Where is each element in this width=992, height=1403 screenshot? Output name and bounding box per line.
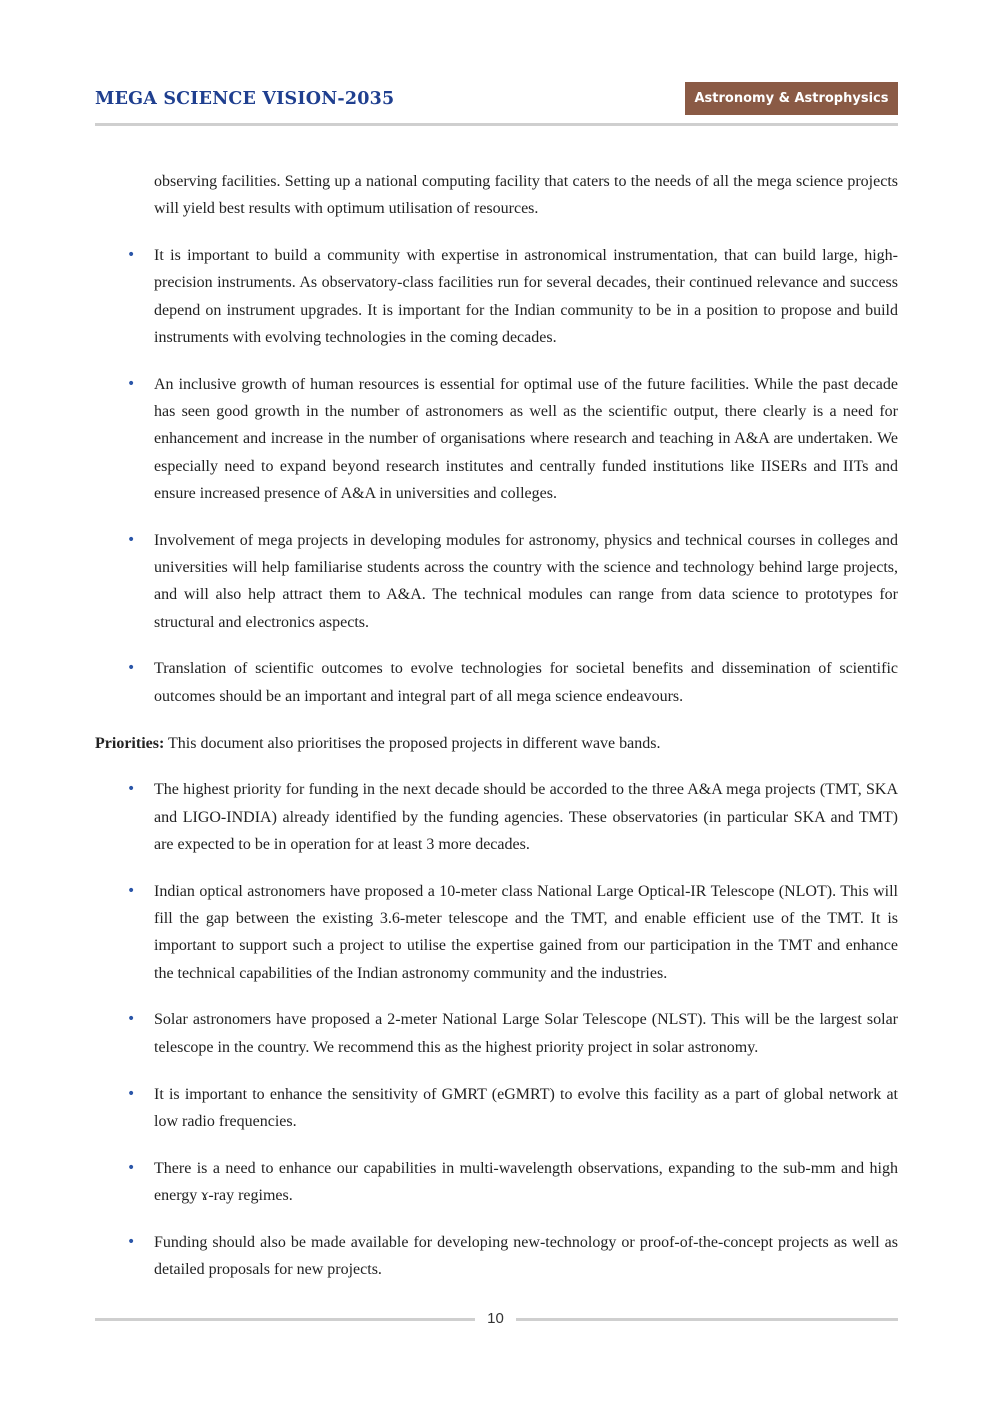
list-item-text: Funding should also be made available for developing new-technology or proof-of-the-concept projects as well as detailed proposals for new projects. [154,1233,898,1278]
bullet-icon: • [127,660,136,677]
list-item-text: It is important to build a community with expertise in astronomical instrumentation, that can build large, high-precision instruments. As observatory-class facilities run for several decades, their continued relevance and success depend on instrument upgrades. It is important for the Indian community to be in a position to propose and build instruments with evolving technologies in the coming decades. [154,247,898,346]
bullet-icon: • [127,247,136,264]
bullet-icon: • [127,1085,136,1102]
priorities-text: This document also prioritises the proposed projects in different wave bands. [164,734,661,752]
list-item-text: Involvement of mega projects in developing modules for astronomy, physics and technical courses in colleges and universities will help familiarise students across the country with the science and technology behind large projects, and will also help attract them to A&A. The technical modules can range from data science to prototypes for structural and electronics aspects. [154,531,898,631]
priorities-label: Priorities: [95,734,165,752]
list-item [95,371,898,507]
list-item [95,776,898,858]
header-divider [95,123,898,126]
page-body [95,168,898,1283]
bullet-icon: • [127,375,136,392]
section-tag: Astronomy & Astrophysics [685,82,898,115]
list-item [95,527,898,636]
list-item [95,242,898,351]
footer-divider-right [516,1318,898,1321]
bullet-icon: • [127,531,136,548]
continuation-paragraph [95,168,898,223]
bullet-icon: • [127,1159,136,1176]
bullet-icon: • [127,781,136,798]
list-item-text: Translation of scientific outcomes to evolve technologies for societal benefits and dissemination of scientific outcomes should be an important and integral part of all mega science endeavours. [154,660,898,705]
bullet-icon: • [127,882,136,899]
list-item [95,878,898,987]
bullet-icon: • [127,1233,136,1250]
priorities-paragraph [95,730,898,757]
list-item-text: An inclusive growth of human resources is essential for optimal use of the future facilities. While the past decade has seen good growth in the number of astronomers as well as the scientific output, there clearly is a need for enhancement and increase in the number of organisations where research and teaching in A&A are undertaken. We especially need to expand beyond research institutes and centrally funded institutions like IISERs and IITs and ensure increased presence of A&A in universities and colleges. [154,375,898,502]
list-item-text: It is important to enhance the sensitivity of GMRT (eGMRT) to evolve this facility as a part of global network at low radio frequencies. [154,1085,898,1130]
list-item [95,1155,898,1210]
bullet-icon: • [127,1011,136,1028]
list-item-text: Indian optical astronomers have proposed a 10-meter class National Large Optical-IR Telescope (NLOT). This will fill the gap between the existing 3.6-meter telescope and the TMT, and enable efficient use of the TMT. It is important to support such a project to utilise the expertise gained from our participation in the TMT and enhance the technical capabilities of the Indian astronomy community and the industries. [154,882,898,982]
list-item [95,1006,898,1061]
list-item-text: There is a need to enhance our capabilities in multi-wavelength observations, expanding to the sub-mm and high energy ɤ-ray regimes. [154,1159,898,1204]
list-item-text: Solar astronomers have proposed a 2-meter National Large Solar Telescope (NLST). This will be the largest solar telescope in the country. We recommend this as the highest priority project in solar astronomy. [154,1011,898,1056]
document-title: MEGA SCIENCE VISION-2035 [95,89,395,109]
page-number: 10 [487,1310,504,1327]
list-item [95,1081,898,1136]
footer-divider-left [95,1318,475,1321]
list-item [95,1229,898,1284]
list-item [95,655,898,710]
list-item-text: The highest priority for funding in the next decade should be accorded to the three A&A mega projects (TMT, SKA and LIGO-INDIA) already identified by the funding agencies. These observatories (in particular SKA and TMT) are expected to be in operation for at least 3 more decades. [154,781,898,853]
paragraph-text: observing facilities. Setting up a national computing facility that caters to the needs of all the mega science projects will yield best results with optimum utilisation of resources. [154,173,898,218]
